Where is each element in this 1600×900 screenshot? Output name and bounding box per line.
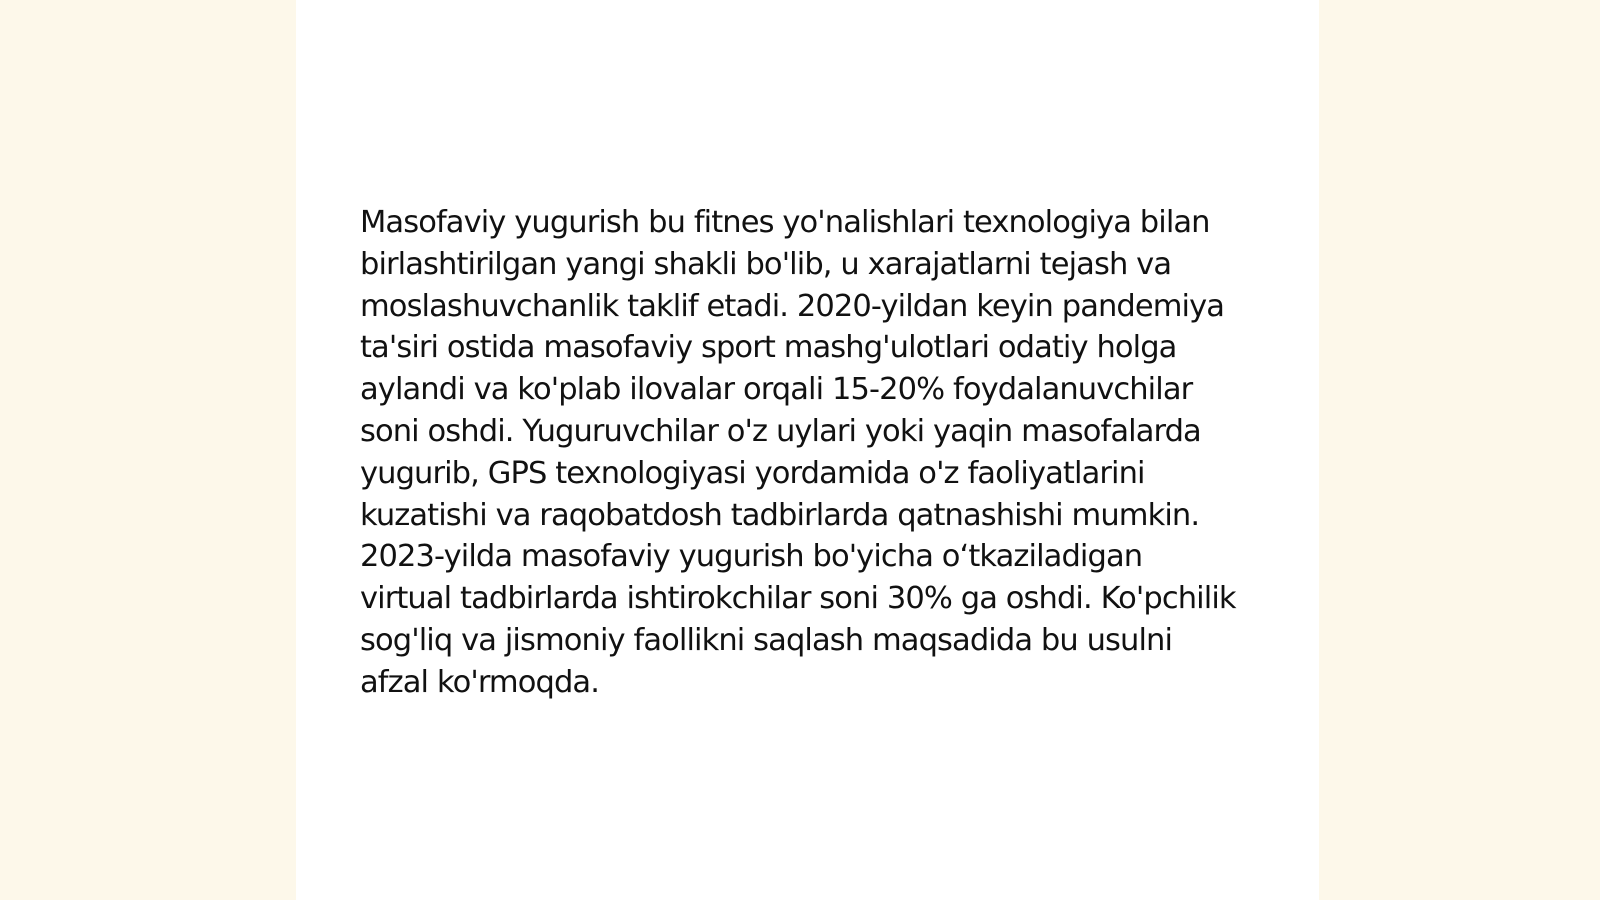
body-paragraph: Masofaviy yugurish bu fitnes yo'nalishlari texnologiya bilan birlashtirilgan yangi shakli bo'lib, u xarajatlarni tejash va moslashuvchanlik taklif etadi. 2020-yildan keyin pandemiya ta'siri ostida masofaviy sport mashg'ulotlari odatiy holga aylandi va ko'plab ilovalar orqali 15-20% foydalanuvchilar soni oshdi. Yuguruvchilar o'z uylari yoki yaqin masofalarda yugurib, GPS texnologiyasi yordamida o'z faoliyatlarini kuzatishi va raqobatdosh tadbirlarda qatnashishi mumkin. 2023-yilda masofaviy yugurish bo'yicha o‘tkaziladigan virtual tadbirlarda ishtirokchilar soni 30% ga oshdi. Ko'pchilik sog'liq va jismoniy faollikni saqlash maqsadida bu usulni afzal ko'rmoqda. (360, 205, 1236, 700)
document-page (296, 0, 1319, 900)
